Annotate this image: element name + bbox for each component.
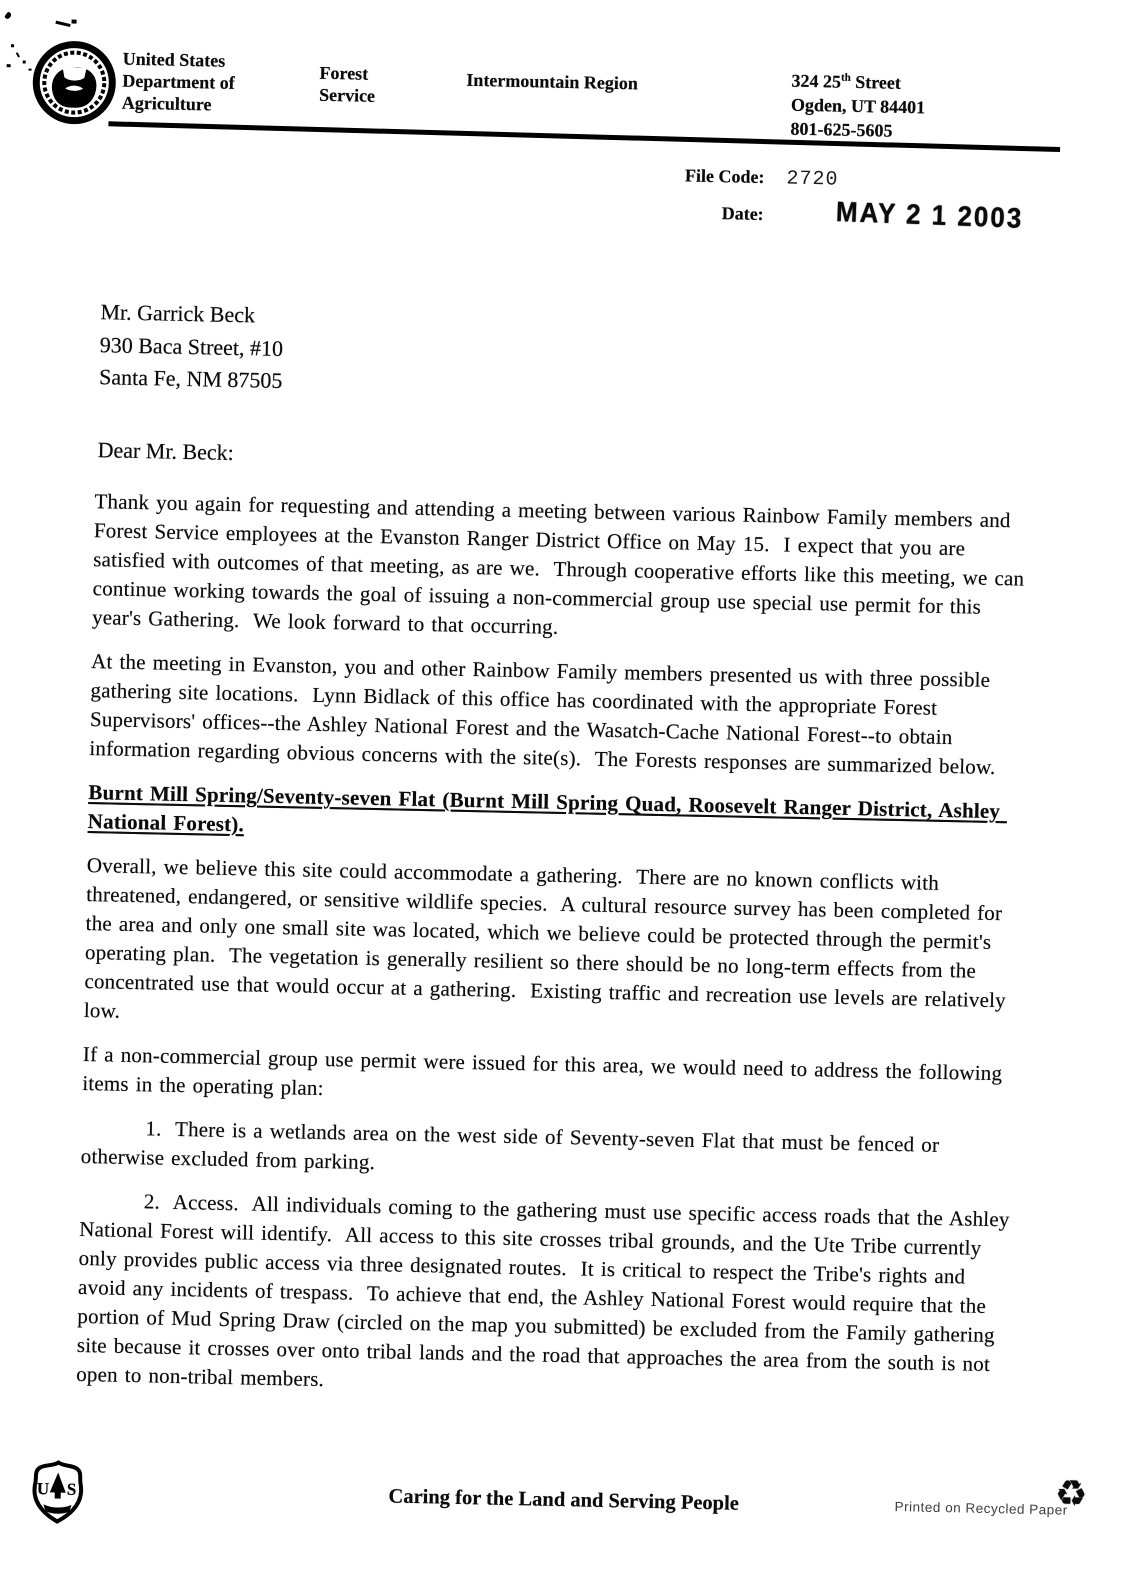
file-code-block <box>678 165 1024 235</box>
scan-artifact <box>23 60 26 63</box>
scan-artifact <box>55 21 70 27</box>
salutation: Dear Mr. Beck: <box>97 437 235 465</box>
agency-line: United States <box>122 48 226 71</box>
date-row <box>678 194 1024 235</box>
recipient-name: Mr. Garrick Beck <box>100 299 256 328</box>
paragraph: At the meeting in Evanston, you and other Rainbow Family members presented us with three possible gathering site locations. Lynn Bidlack of this office has coordinated with the appropriate Forest Supervisors' offices--the Ashley National Forest and the Wasatch-Cache National Forest--to obtain information regarding obvious concerns with the site(s). The Forests responses are summarized below. <box>89 649 998 780</box>
address-phone: 801-625-5605 <box>790 118 893 141</box>
scan-artifact <box>7 64 11 67</box>
recipient-street: 930 Baca Street, #10 <box>99 331 284 361</box>
address-street <box>791 65 926 96</box>
service-line: Service <box>318 84 376 106</box>
paragraph: If a non-commercial group use permit were issued for this area, we would need to address the following items in the operating plan: <box>82 1041 1010 1101</box>
scan-artifact <box>29 69 32 71</box>
service-name <box>319 62 376 107</box>
list-item: 2. Access. All individuals coming to the gathering must use specific access roads that the Ashley National Forest will identify. All access to this site crosses tribal grounds, and the Ute Tribe currently only provides public access via three designated routes. It is critical to respect the Tribe's rights and avoid any incidents of trespass. To achieve that end, the Ashley National Forest would require that the portion of Mud Spring Draw (circled on the map you submitted) be excluded from the Family gathering site because it crosses over onto tribal lands and the road that approaches the area from the south is not open to non-tribal members. <box>75 1189 1017 1392</box>
office-address <box>790 65 926 144</box>
region-name: Intermountain Region <box>466 69 639 94</box>
recipient-address <box>99 296 284 397</box>
street-number: 324 25 <box>791 70 842 92</box>
forest-service-shield-icon <box>29 1459 86 1526</box>
recycled-paper-note: Printed on Recycled Paper <box>894 1499 1068 1518</box>
scan-artifact <box>16 52 20 57</box>
agency-line: Department of <box>122 70 235 93</box>
paragraph: Overall, we believe this site could accommodate a gathering. There are no known conflicts with threatened, endangered, or sensitive wildlife species. A cultural resource survey has been completed for the area and only one small site was located, which we believe could be protected through the permit's operating plan. The vegetation is generally resilient so there should be no long-term effects from the concentrated use that would occur at a gathering. Existing traffic and recreation use levels are relatively low. <box>83 853 1014 1023</box>
section-heading: Burnt Mill Spring/Seventy-seven Flat (Burnt Mill Spring Quad, Roosevelt Ranger District, Ashley National Forest). <box>87 780 1008 837</box>
agency-line: Agriculture <box>121 92 212 115</box>
scan-artifact <box>72 20 77 24</box>
usda-seal-icon <box>31 40 117 126</box>
address-city: Ogden, UT 84401 <box>790 94 926 118</box>
agency-name <box>122 48 236 116</box>
service-line: Forest <box>319 62 369 84</box>
street-ordinal: th <box>840 71 851 84</box>
svg-text:S: S <box>66 1479 77 1499</box>
letter-body <box>76 487 1033 1423</box>
date-stamp: MAY 2 1 2003 <box>835 195 1024 235</box>
file-code-row <box>679 165 1024 195</box>
recipient-city: Santa Fe, NM 87505 <box>98 364 283 393</box>
street-name: Street <box>850 71 902 93</box>
date-label: Date: <box>721 203 764 225</box>
file-code-value: 2720 <box>786 167 839 192</box>
file-code-label: File Code: <box>684 165 765 188</box>
svg-text:U: U <box>36 1479 50 1499</box>
paragraph: Thank you again for requesting and attending a meeting between various Rainbow Family members and Forest Service employees at the Evanston Ranger District Office on May 15. I expect that you are satisfied with outcomes of that meeting, as are we. Through cooperative efforts like this meeting, we can continue working towards the goal of issuing a non-commercial group use special use permit for this year's Gathering. We look forward to that occurring. <box>91 489 1032 639</box>
agency-motto: Caring for the Land and Serving People <box>388 1485 740 1515</box>
scan-artifact <box>4 11 12 20</box>
list-item: 1. There is a wetlands area on the west side of Seventy-seven Flat that must be fenced or otherwise excluded from parking. <box>80 1116 947 1175</box>
recycle-icon: ♻ <box>1054 1473 1088 1516</box>
scan-artifact <box>11 44 14 47</box>
